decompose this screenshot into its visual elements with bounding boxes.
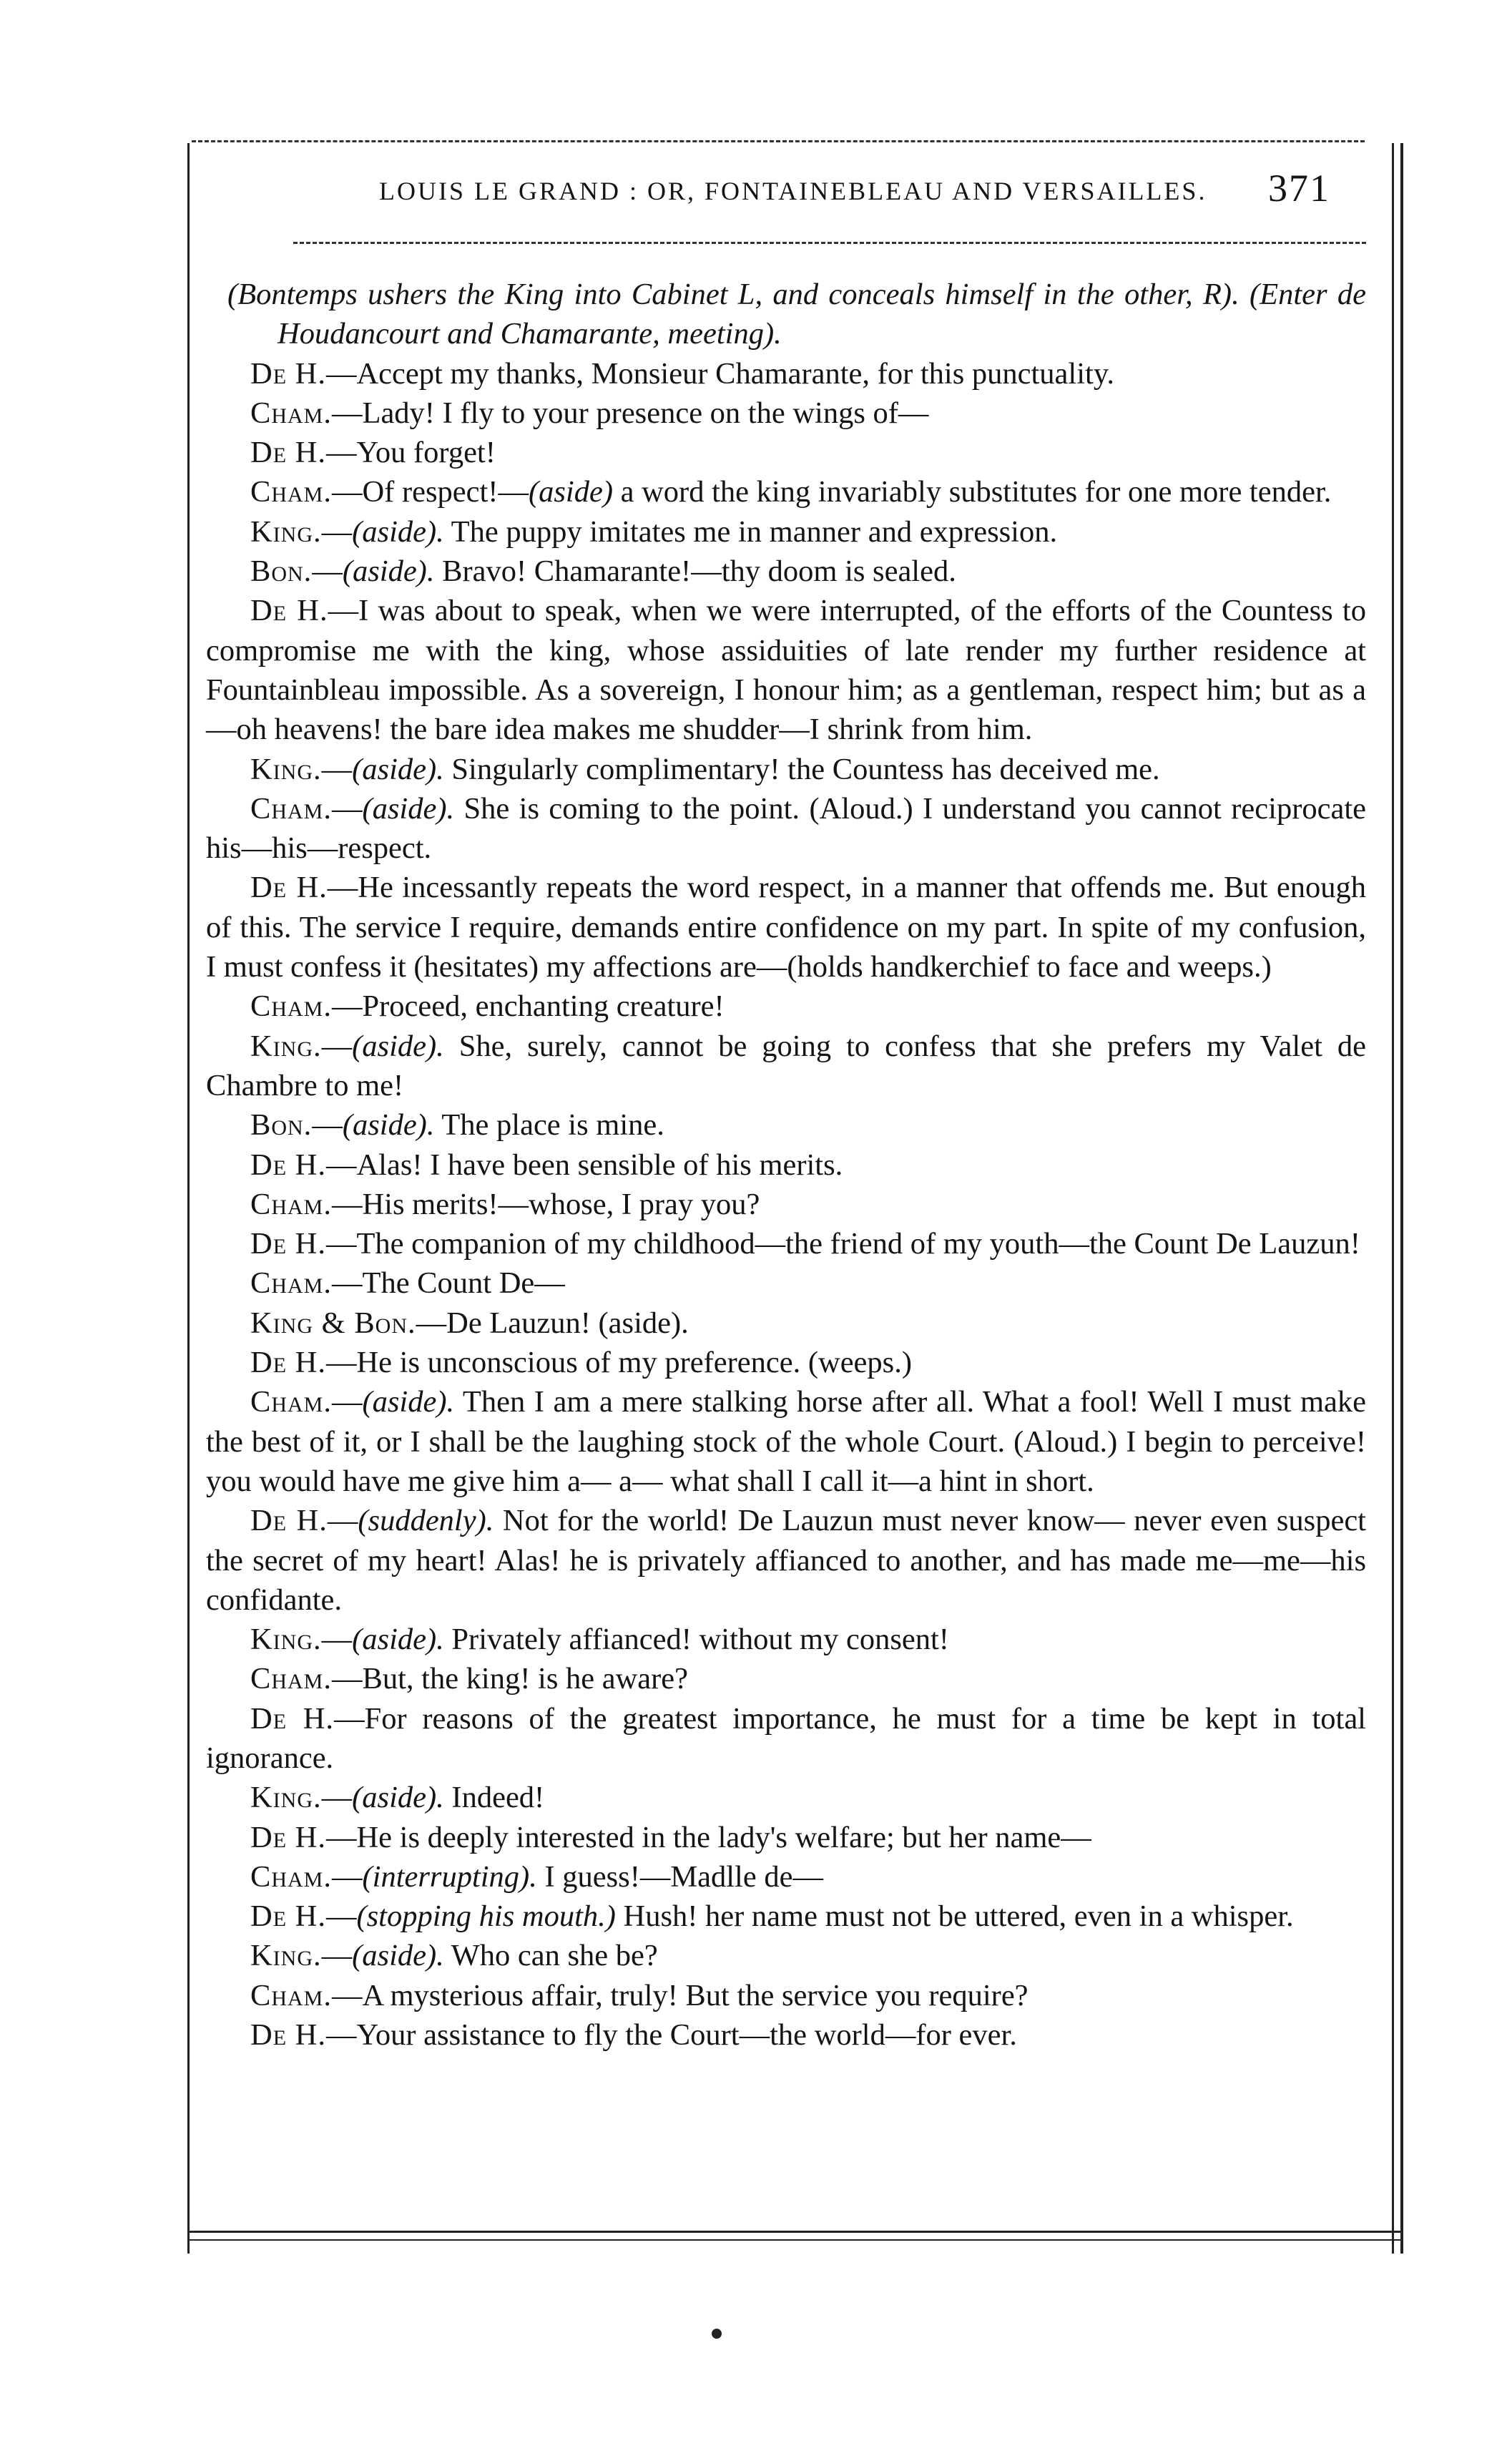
speech-text: His merits!—whose, I pray you? [362, 1187, 760, 1221]
speech-text: Then I am a mere stalking horse after all. What a fool! Well I must make the best of it, or I shall be the laughing stock of the whole Court. (Aloud.) I begin to perceive! you would have me give him a— a— what shall I call it—a hint in short. [206, 1385, 1366, 1498]
dialogue-line: Cham.—(aside). Then I am a mere stalking horse after all. What a fool! Well I must make the best of it, or I shall be the laughing stock of the whole Court. (Aloud.) I begin to perceive! you would have me give him a— a— what shall I call it—a hint in short. [206, 1385, 1366, 1498]
speaker-name: Cham. [250, 1978, 332, 2012]
stage-aside: (aside). [352, 1939, 444, 1973]
dialogue-line: De H.—The companion of my childhood—the friend of my youth—the Count De Lauzun! [250, 1227, 1360, 1261]
speech-text: Lady! I fly to your presence on the wings of— [362, 396, 929, 430]
speaker-name: Cham. [250, 989, 332, 1024]
stage-aside: (aside). [352, 1781, 444, 1815]
dialogue-line: Cham.—(interrupting). I guess!—Madlle de— [250, 1859, 823, 1894]
line-lead: Of respect!— [362, 475, 529, 509]
speaker-name: Cham. [250, 1266, 332, 1301]
dialogue-line: King.—(aside). The puppy imitates me in manner and expression. [250, 514, 1058, 549]
dialogue-line: King.—(aside). Who can she be? [250, 1939, 658, 1973]
speaker-name: King & Bon. [250, 1306, 416, 1340]
speech-text: Accept my thanks, Monsieur Chamarante, for this punctuality. [356, 356, 1114, 391]
dialogue-line: Cham.—Lady! I fly to your presence on the wings of— [250, 396, 929, 430]
speaker-name: Cham. [250, 1662, 332, 1696]
speech-text: He is unconscious of my preference. (weeps.) [356, 1346, 912, 1380]
dialogue-line: Cham.—But, the king! is he aware? [250, 1662, 689, 1696]
speech-text: I was about to speak, when we were interrupted, of the efforts of the Countess to compromise me with the king, whose assiduities of late render my further residence at Fountainbleau impossible. As a sovereign, I honour him; as a gentleman, respect him; but as a—oh heavens! the bare idea makes me shudder—I shrink from him. [206, 594, 1366, 747]
speaker-name: De H. [250, 871, 328, 905]
stage-aside: (suddenly). [358, 1504, 494, 1538]
speaker-name: Cham. [250, 1859, 332, 1894]
speech-text: Who can she be? [443, 1939, 658, 1973]
speaker-name: De H. [250, 1346, 326, 1380]
speech-text: The place is mine. [434, 1108, 664, 1143]
speaker-name: De H. [250, 1899, 326, 1934]
dialogue-line: Cham.—A mysterious affair, truly! But the service you require? [250, 1978, 1029, 2012]
dialogue-line: Cham.—(aside). She is coming to the point. (Aloud.) I understand you cannot reciprocate his—his—respect. [206, 791, 1366, 866]
speaker-name: Bon. [250, 1108, 313, 1143]
stage-aside: (aside). [342, 1108, 435, 1143]
dialogue-line: Cham.—His merits!—whose, I pray you? [250, 1187, 760, 1221]
speaker-name: De H. [250, 1227, 326, 1261]
speech-text: But, the king! is he aware? [362, 1662, 689, 1696]
dialogue-line: De H.—You forget! [250, 436, 496, 470]
speaker-name: King. [250, 514, 322, 549]
speaker-name: De H. [250, 1820, 326, 1854]
left-border-rule [187, 143, 190, 2254]
speech-text: Not for the world! De Lauzun must never know— never even suspect the secret of my heart! Alas! he is privately affianced to another, and has made me—me—his confidante. [206, 1504, 1366, 1617]
running-header [207, 163, 1330, 213]
speech-text: Hush! her name must not be uttered, even in a whisper. [615, 1899, 1294, 1934]
speaker-name: De H. [250, 1701, 335, 1736]
stage-aside: (aside). [352, 514, 444, 549]
dialogue-line: King & Bon.—De Lauzun! (aside). [250, 1306, 689, 1340]
header-dashed-rule [293, 242, 1366, 244]
dialogue-line: De H.—I was about to speak, when we were interrupted, of the efforts of the Countess to compromise me with the king, whose assiduities of late render my further residence at Fountainbleau impossible. As a sovereign, I honour him; as a gentleman, respect him; but as a—oh heavens! the bare idea makes me shudder—I shrink from him. [206, 594, 1366, 747]
stage-aside: (stopping his mouth.) [356, 1899, 616, 1934]
speaker-name: Cham. [250, 396, 332, 430]
speech-text: A mysterious affair, truly! But the service you require? [362, 1978, 1029, 2012]
running-title: LOUIS LE GRAND : OR, FONTAINEBLEAU AND VERSAILLES. [379, 177, 1207, 205]
dialogue-line: Cham.—The Count De— [250, 1266, 565, 1301]
dialogue-line: Cham.—Of respect!—(aside) a word the king invariably substitutes for one more tender. [250, 475, 1332, 509]
speaker-name: Cham. [250, 1187, 332, 1221]
speaker-name: Cham. [250, 1385, 332, 1419]
stage-aside: (interrupting). [362, 1859, 537, 1894]
dialogue-line: De H.—He incessantly repeats the word respect, in a manner that offends me. But enough of this. The service I require, demands entire confidence on my part. In spite of my confusion, I must confess it (hesitates) my affections are—(holds handkerchief to face and weeps.) [206, 871, 1366, 984]
speaker-name: King. [250, 752, 322, 786]
speech-text: She, surely, cannot be going to confess that she prefers my Valet de Chambre to me! [206, 1029, 1366, 1102]
stage-aside: (aside) [528, 475, 613, 509]
speaker-name: King. [250, 1623, 322, 1657]
page-number: 371 [1268, 167, 1330, 210]
dialogue-line: De H.—Alas! I have been sensible of his merits. [250, 1148, 843, 1182]
speech-text: He incessantly repeats the word respect, in a manner that offends me. But enough of this. The service I require, demands entire confidence on my part. In spite of my confusion, I must confess it (hesitates) my affections are—(holds handkerchief to face and weeps.) [206, 871, 1366, 984]
dialogue-line: De H.—Your assistance to fly the Court—the world—for ever. [250, 2018, 1017, 2053]
speaker-name: De H. [250, 594, 328, 628]
speech-text: Privately affianced! without my consent! [443, 1623, 949, 1657]
dialogue-line: De H.—(stopping his mouth.) Hush! her name must not be uttered, even in a whisper. [250, 1899, 1294, 1934]
speaker-name: King. [250, 1781, 322, 1815]
speech-text: a word the king invariably substitutes for one more tender. [612, 475, 1332, 509]
stage-aside: (aside). [342, 554, 435, 589]
speaker-name: De H. [250, 356, 326, 391]
speaker-name: De H. [250, 1504, 328, 1538]
speech-text: The Count De— [362, 1266, 565, 1301]
speech-text: Your assistance to fly the Court—the world—for ever. [356, 2018, 1017, 2053]
right-border-rule-inner [1392, 143, 1394, 2254]
speech-text: The puppy imitates me in manner and expression. [443, 514, 1058, 549]
speaker-name: Cham. [250, 475, 332, 509]
stage-aside: (aside). [352, 1029, 444, 1063]
speaker-name: De H. [250, 2018, 326, 2053]
speech-text: Proceed, enchanting creature! [362, 989, 725, 1024]
dialogue-line: De H.—He is unconscious of my preference. (weeps.) [250, 1346, 912, 1380]
speech-text: I guess!—Madlle de— [536, 1859, 823, 1894]
right-border-rule-outer [1400, 143, 1403, 2254]
stage-aside: (aside). [362, 1385, 455, 1419]
speaker-name: De H. [250, 436, 326, 470]
speech-text: The companion of my childhood—the friend of my youth—the Count De Lauzun! [356, 1227, 1360, 1261]
dialogue-line: King.—(aside). Indeed! [250, 1781, 545, 1815]
speech-text: She is coming to the point. (Aloud.) I understand you cannot reciprocate his—his—respect. [206, 791, 1366, 866]
speech-text: Bravo! Chamarante!—thy doom is sealed. [434, 554, 956, 589]
dialogue-line: Cham.—Proceed, enchanting creature! [250, 989, 725, 1024]
speaker-name: King. [250, 1939, 322, 1973]
page-body [206, 275, 1366, 2055]
stage-aside: (aside). [352, 1623, 444, 1657]
speech-text: He is deeply interested in the lady's welfare; but her name— [356, 1820, 1091, 1854]
dialogue-line: Bon.—(aside). Bravo! Chamarante!—thy doom is sealed. [250, 554, 956, 589]
dialogue-line: Bon.—(aside). The place is mine. [250, 1108, 664, 1143]
dialogue-line: King.—(aside). She, surely, cannot be going to confess that she prefers my Valet de Chambre to me! [206, 1029, 1366, 1102]
speaker-name: Bon. [250, 554, 313, 589]
bottom-border-rule [187, 2231, 1403, 2233]
top-dashed-rule [192, 140, 1365, 142]
speech-text: Indeed! [443, 1781, 545, 1815]
speaker-name: King. [250, 1029, 322, 1063]
speech-text: You forget! [356, 436, 496, 470]
dialogue-line: De H.—Accept my thanks, Monsieur Chamarante, for this punctuality. [250, 356, 1114, 391]
dialogue-line: King.—(aside). Singularly complimentary! the Countess has deceived me. [250, 752, 1160, 786]
dialogue-line: King.—(aside). Privately affianced! without my consent! [250, 1623, 949, 1657]
speech-text: Singularly complimentary! the Countess has deceived me. [443, 752, 1160, 786]
stage-aside: (aside). [362, 791, 455, 826]
speech-text: Alas! I have been sensible of his merits. [356, 1148, 843, 1182]
dialogue-line: De H.—For reasons of the greatest importance, he must for a time be kept in total ignorance. [206, 1701, 1366, 1775]
speech-text: De Lauzun! (aside). [446, 1306, 689, 1340]
speech-text: For reasons of the greatest importance, he must for a time be kept in total ignorance. [206, 1701, 1366, 1775]
speaker-name: De H. [250, 1148, 326, 1182]
bottom-border-rule-2 [187, 2239, 1403, 2241]
dialogue-line: De H.—(suddenly). Not for the world! De Lauzun must never know— never even suspect the secret of my heart! Alas! he is privately affianced to another, and has made me—me—his confidante. [206, 1504, 1366, 1617]
stage-direction: (Bontemps ushers the King into Cabinet L, and conceals himself in the other, R). (Enter de Houdancourt and Chamarante, meeting). [227, 278, 1366, 351]
stage-aside: (aside). [352, 752, 444, 786]
speaker-name: Cham. [250, 791, 332, 826]
signature-dot [712, 2329, 722, 2339]
dialogue-line: De H.—He is deeply interested in the lady's welfare; but her name— [250, 1820, 1091, 1854]
